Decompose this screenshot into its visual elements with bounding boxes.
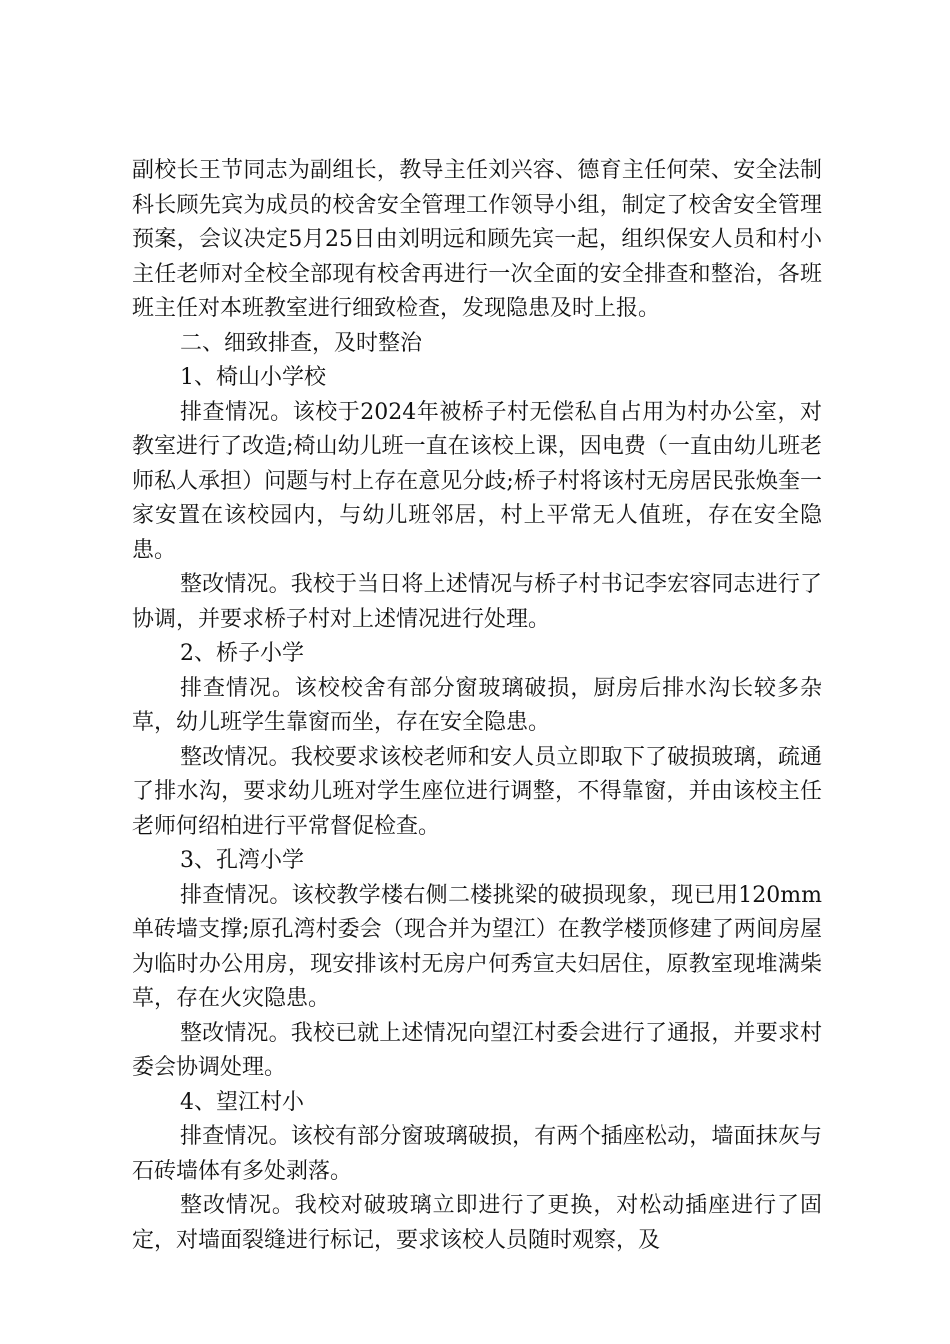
- paragraph-kongwan-rectification: 整改情况。我校已就上述情况向望江村委会进行了通报，并要求村委会协调处理。: [132, 1020, 822, 1080]
- subheading-wangjiang-school: 4、望江村小: [180, 1089, 304, 1115]
- paragraph-qiaozi-rectification: 整改情况。我校要求该校老师和安人员立即取下了破损玻璃，疏通了排水沟，要求幼儿班对学生座位进行调整，不得靠窗，并由该校主任老师何绍柏进行平常督促检查。: [132, 744, 822, 839]
- paragraph-wangjiang-rectification: 整改情况。我校对破玻璃立即进行了更换，对松动插座进行了固定，对墙面裂缝进行标记，要求该校人员随时观察，及: [132, 1193, 822, 1253]
- subheading-qiaozi-school: 2、桥子小学: [180, 641, 304, 666]
- subheading-yishan-school: 1、椅山小学校: [180, 365, 326, 390]
- subheading-kongwan-school: 3、孔湾小学: [180, 848, 304, 873]
- paragraph-yishan-inspection: 排查情况。该校于2024年被桥子村无偿私自占用为村办公室，对教室进行了改造;椅山幼儿班一直在该校上课，因电费（一直由幼儿班老师私人承担）问题与村上存在意见分歧;桥子村将该村无房居民张焕奎一家安置在该校园内，与幼儿班邻居，村上平常无人值班，存在安全隐患。: [132, 399, 822, 563]
- document-body: [132, 154, 822, 1258]
- paragraph-leading-group: 副校长王节同志为副组长，教导主任刘兴容、德育主任何荣、安全法制科长顾先宾为成员的校舍安全管理工作领导小组，制定了校舍安全管理预案，会议决定5月25日由刘明远和顾先宾一起，组织保安人员和村小主任老师对全校全部现有校舍再进行一次全面的安全排查和整治，各班班主任对本班教室进行细致检查，发现隐患及时上报。: [132, 158, 822, 321]
- paragraph-yishan-rectification: 整改情况。我校于当日将上述情况与桥子村书记李宏容同志进行了协调，并要求桥子村对上述情况进行处理。: [132, 572, 822, 632]
- section-heading-inspection: 二、细致排查，及时整治: [180, 330, 423, 356]
- paragraph-wangjiang-inspection: 排查情况。该校有部分窗玻璃破损，有两个插座松动，墙面抹灰与石砖墙体有多处剥落。: [132, 1124, 822, 1184]
- paragraph-kongwan-inspection: 排查情况。该校教学楼右侧二楼挑梁的破损现象，现已用120mm单砖墙支撑;原孔湾村委会（现合并为望江）在教学楼顶修建了两间房屋为临时办公用房，现安排该村无房户何秀宣夫妇居住，原教室现堆满柴草，存在火灾隐患。: [132, 882, 822, 1011]
- paragraph-qiaozi-inspection: 排查情况。该校校舍有部分窗玻璃破损，厨房后排水沟长较多杂草，幼儿班学生靠窗而坐，存在安全隐患。: [132, 675, 822, 735]
